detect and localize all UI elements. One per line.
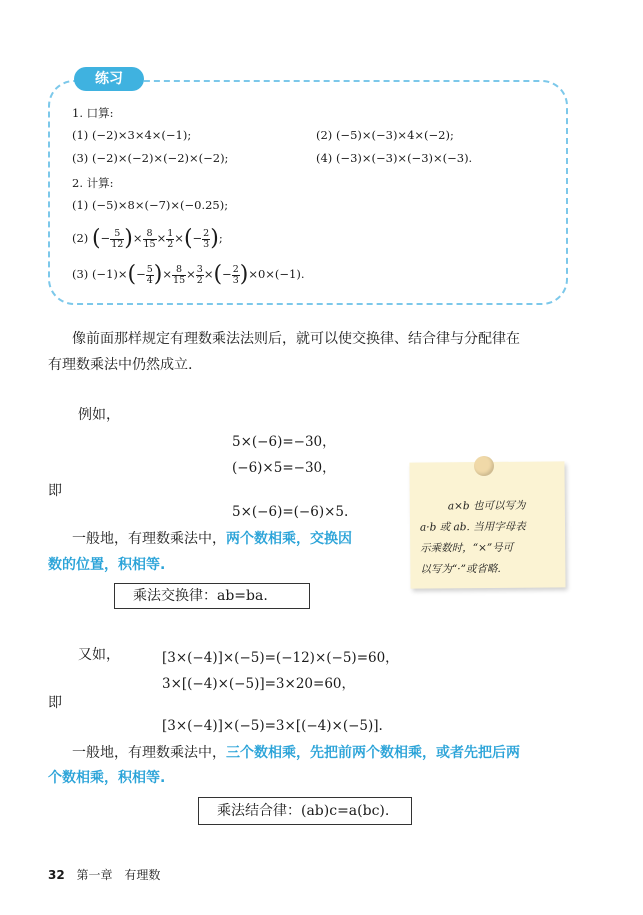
note-line-1: a×b 也可以写为 <box>447 499 526 513</box>
pin-icon <box>474 456 494 476</box>
q1-item-4: (4) (−3)×(−3)×(−3)×(−3). <box>316 151 473 165</box>
page-number: 32 <box>48 868 65 882</box>
chapter-title: 有理数 <box>124 868 161 882</box>
example1-highlight-1: 两个数相乘，交换因 <box>226 531 352 547</box>
example1-highlight-2: 数的位置，积相等. <box>48 557 166 573</box>
example1-eq2: (−6)×5=−30， <box>232 460 336 476</box>
intro-line-1: 像前面那样规定有理数乘法法则后，就可以使交换律、结合律与分配律在 <box>72 331 520 347</box>
q1-item-3: (3) (−2)×(−2)×(−2)×(−2); <box>72 151 229 165</box>
example1-general-line1: 一般地，有理数乘法中，两个数相乘，交换因 <box>72 531 352 547</box>
note-line-2: a·b 或 ab. 当用字母表 <box>419 520 526 534</box>
example2-general-line1: 一般地，有理数乘法中，三个数相乘，先把前两个数相乘，或者先把后两 <box>72 745 520 761</box>
q2-title: 2. 计算: <box>72 176 114 190</box>
q1-item-2: (2) (−5)×(−3)×4×(−2); <box>316 128 454 142</box>
example2-lead: 又如， <box>78 647 120 663</box>
q1-title: 1. 口算: <box>72 106 114 120</box>
note-line-3: 示乘数时，“×”号可 <box>420 541 514 555</box>
exercise-label: 练习 <box>74 67 144 91</box>
commutative-law-box: 乘法交换律：ab=ba. <box>114 583 310 609</box>
example2-ji: 即 <box>48 695 62 711</box>
example2-eq1: [3×(−4)]×(−5)=(−12)×(−5)=60， <box>162 650 399 666</box>
example2-highlight-1: 三个数相乘，先把前两个数相乘，或者先把后两 <box>226 745 520 761</box>
q1-item-1: (1) (−2)×3×4×(−1); <box>72 128 192 142</box>
example2-eq2: 3×[(−4)×(−5)]=3×20=60， <box>162 676 355 692</box>
page-footer <box>48 866 160 883</box>
example1-eq1: 5×(−6)=−30， <box>232 434 336 450</box>
q2-item-1: (1) (−5)×8×(−7)×(−0.25); <box>72 198 229 212</box>
example1-lead: 例如， <box>78 407 120 423</box>
associative-law-box: 乘法结合律：(ab)c=a(bc). <box>198 797 412 825</box>
example1-ji: 即 <box>48 483 62 499</box>
note-line-4: 以写为“·”或省略. <box>420 562 501 576</box>
q2-item-2: (2) (− $\frac{5}{12}$ )× $\frac{8}{15}$ × $\frac{1}{2}$ ×(− $\frac{2}{3}$ ); <box>72 226 223 251</box>
example1-eq3: 5×(−6)=(−6)×5. <box>232 504 349 520</box>
side-note <box>409 461 565 588</box>
example2-highlight-2: 个数相乘，积相等. <box>48 770 166 786</box>
q2-item-3: (3) (−1)×(− $\frac{5}{4}$ )× $\frac{8}{15}$ × $\frac{3}{2}$ ×(− $\frac{2}{3}$ )×0×(−1). <box>72 262 305 287</box>
intro-line-2: 有理数乘法中仍然成立. <box>48 357 193 373</box>
chapter-label: 第一章 <box>76 868 113 882</box>
example2-eq3: [3×(−4)]×(−5)=3×[(−4)×(−5)]. <box>162 718 383 734</box>
